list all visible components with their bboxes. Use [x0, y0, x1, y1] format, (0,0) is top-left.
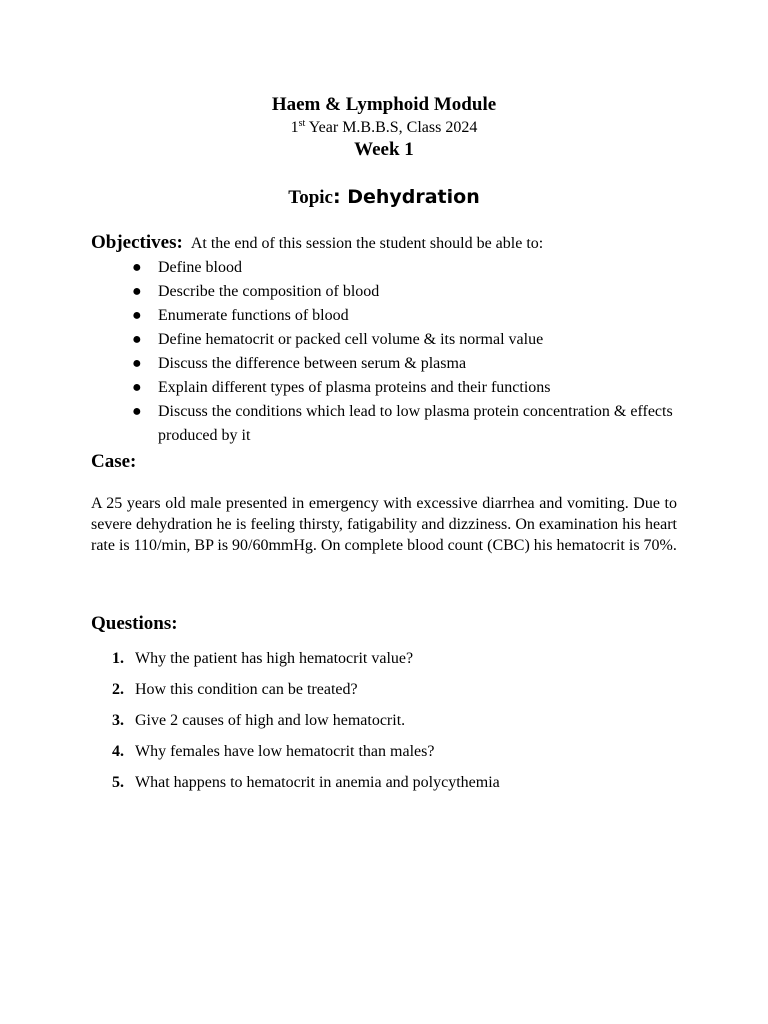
list-item: [91, 376, 691, 400]
list-item: [91, 741, 691, 772]
objectives-intro: At the end of this session the student should be able to:: [190, 235, 544, 252]
list-item: [91, 400, 691, 448]
objective-text: Explain different types of plasma proteins and their functions: [158, 379, 551, 396]
list-item: [91, 280, 691, 304]
question-text: Give 2 causes of high and low hematocrit.: [135, 712, 406, 729]
list-item: [91, 352, 691, 376]
bullet-icon: ●: [132, 307, 142, 324]
objectives-heading: [91, 232, 543, 255]
bullet-icon: ●: [132, 259, 142, 276]
objective-text: Enumerate functions of blood: [158, 307, 349, 324]
year-number: 1: [290, 119, 299, 136]
question-number: 5.: [112, 774, 124, 791]
objective-text: Define hematocrit or packed cell volume & its normal value: [158, 331, 544, 348]
list-item: [91, 304, 691, 328]
question-text: What happens to hematocrit in anemia and polycythemia: [135, 774, 500, 791]
bullet-icon: ●: [132, 355, 142, 372]
questions-list: [91, 648, 691, 803]
year-superscript: st: [298, 118, 306, 129]
objective-text: Define blood: [158, 259, 242, 276]
list-item: [91, 256, 691, 280]
question-number: 2.: [112, 681, 124, 698]
bullet-icon: ●: [132, 379, 142, 396]
module-title: Haem & Lymphoid Module: [271, 94, 497, 115]
objective-text: Discuss the conditions which lead to low plasma protein concentration & effects produced by it: [158, 403, 673, 444]
list-item: [91, 710, 691, 741]
topic-value: : Dehydration: [332, 186, 480, 208]
list-item: [91, 648, 691, 679]
list-item: [91, 772, 691, 803]
list-item: [91, 679, 691, 710]
topic-heading: [0, 184, 768, 211]
question-number: 4.: [112, 743, 124, 760]
class-subtitle: [0, 118, 768, 138]
question-text: How this condition can be treated?: [135, 681, 358, 698]
objectives-list: [91, 256, 691, 448]
objective-text: Discuss the difference between serum & plasma: [158, 355, 467, 372]
bullet-icon: ●: [132, 283, 142, 300]
questions-heading: Questions:: [91, 613, 178, 634]
year-class-text: Year M.B.B.S, Class 2024: [305, 119, 478, 136]
question-text: Why the patient has high hematocrit value?: [135, 650, 414, 667]
question-text: Why females have low hematocrit than males?: [135, 743, 435, 760]
question-number: 1.: [112, 650, 124, 667]
case-paragraph: A 25 years old male presented in emergency with excessive diarrhea and vomiting. Due to severe dehydration he is feeling thirsty, fatigability and dizziness. On examination his heart rate is 110/min, BP is 90/60mmHg. On complete blood count (CBC) his hematocrit is 70%.: [91, 495, 677, 554]
week-heading: Week 1: [354, 139, 414, 160]
list-item: [91, 328, 691, 352]
objective-text: Describe the composition of blood: [158, 283, 380, 300]
topic-label: Topic: [288, 187, 333, 208]
bullet-icon: ●: [132, 403, 142, 420]
objectives-label: Objectives:: [91, 232, 183, 253]
case-heading: Case:: [91, 451, 137, 472]
bullet-icon: ●: [132, 331, 142, 348]
question-number: 3.: [112, 712, 124, 729]
